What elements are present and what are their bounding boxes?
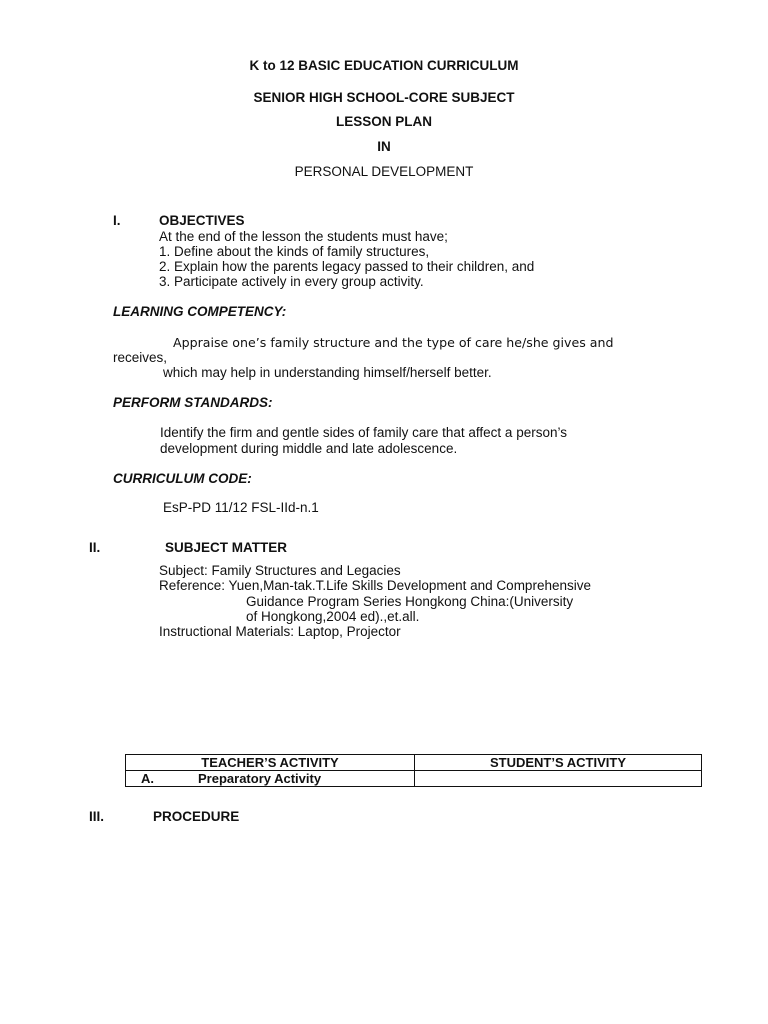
preparatory-activity-cell [126, 771, 415, 787]
reference-line: of Hongkong,2004 ed).,et.all. [246, 609, 420, 624]
objectives-numeral: I. [113, 213, 121, 228]
subject-matter-heading: SUBJECT MATTER [165, 540, 288, 555]
objectives-intro: At the end of the lesson the students must have; [159, 229, 448, 244]
subject-title: PERSONAL DEVELOPMENT [294, 164, 474, 179]
student-activity-header: STUDENT’S ACTIVITY [415, 755, 702, 771]
perform-standards-line: development during middle and late adolescence. [160, 441, 458, 456]
lesson-plan-title: LESSON PLAN [335, 114, 432, 129]
instructional-materials-line: Instructional Materials: Laptop, Projector [159, 624, 401, 639]
table-row [126, 771, 702, 787]
curriculum-code-heading: CURRICULUM CODE: [113, 471, 252, 486]
row-label: Preparatory Activity [198, 771, 322, 786]
perform-standards-heading: PERFORM STANDARDS: [113, 395, 273, 410]
reference-line: Reference: Yuen,Man-tak.T.Life Skills Development and Comprehensive [159, 578, 591, 593]
procedure-heading: PROCEDURE [153, 809, 240, 824]
student-activity-cell [415, 771, 702, 787]
learning-competency-line: Appraise one’s family structure and the type of care he/she gives and [173, 335, 614, 350]
row-letter: A. [141, 771, 154, 786]
teacher-activity-header: TEACHER’S ACTIVITY [126, 755, 415, 771]
objectives-heading: OBJECTIVES [159, 213, 245, 228]
table-header-row [126, 755, 702, 771]
learning-competency-line: receives, [113, 350, 168, 365]
activity-table [125, 754, 702, 787]
objective-item: 3. Participate actively in every group activity. [159, 274, 424, 289]
procedure-numeral: III. [89, 809, 105, 824]
reference-line: Guidance Program Series Hongkong China:(University [246, 594, 574, 609]
objective-item: 1. Define about the kinds of family structures, [159, 244, 430, 259]
core-subject-title: SENIOR HIGH SCHOOL-CORE SUBJECT [253, 90, 515, 105]
perform-standards-line: Identify the firm and gentle sides of family care that affect a person’s [160, 425, 567, 440]
subject-line: Subject: Family Structures and Legacies [159, 563, 401, 578]
objective-item: 2. Explain how the parents legacy passed to their children, and [159, 259, 535, 274]
curriculum-title: K to 12 BASIC EDUCATION CURRICULUM [249, 58, 519, 73]
subject-matter-numeral: II. [89, 540, 101, 555]
in-title: IN [377, 139, 391, 154]
learning-competency-line: which may help in understanding himself/herself better. [163, 365, 492, 380]
learning-competency-heading: LEARNING COMPETENCY: [113, 304, 287, 319]
curriculum-code-value: EsP-PD 11/12 FSL-IId-n.1 [163, 500, 319, 515]
